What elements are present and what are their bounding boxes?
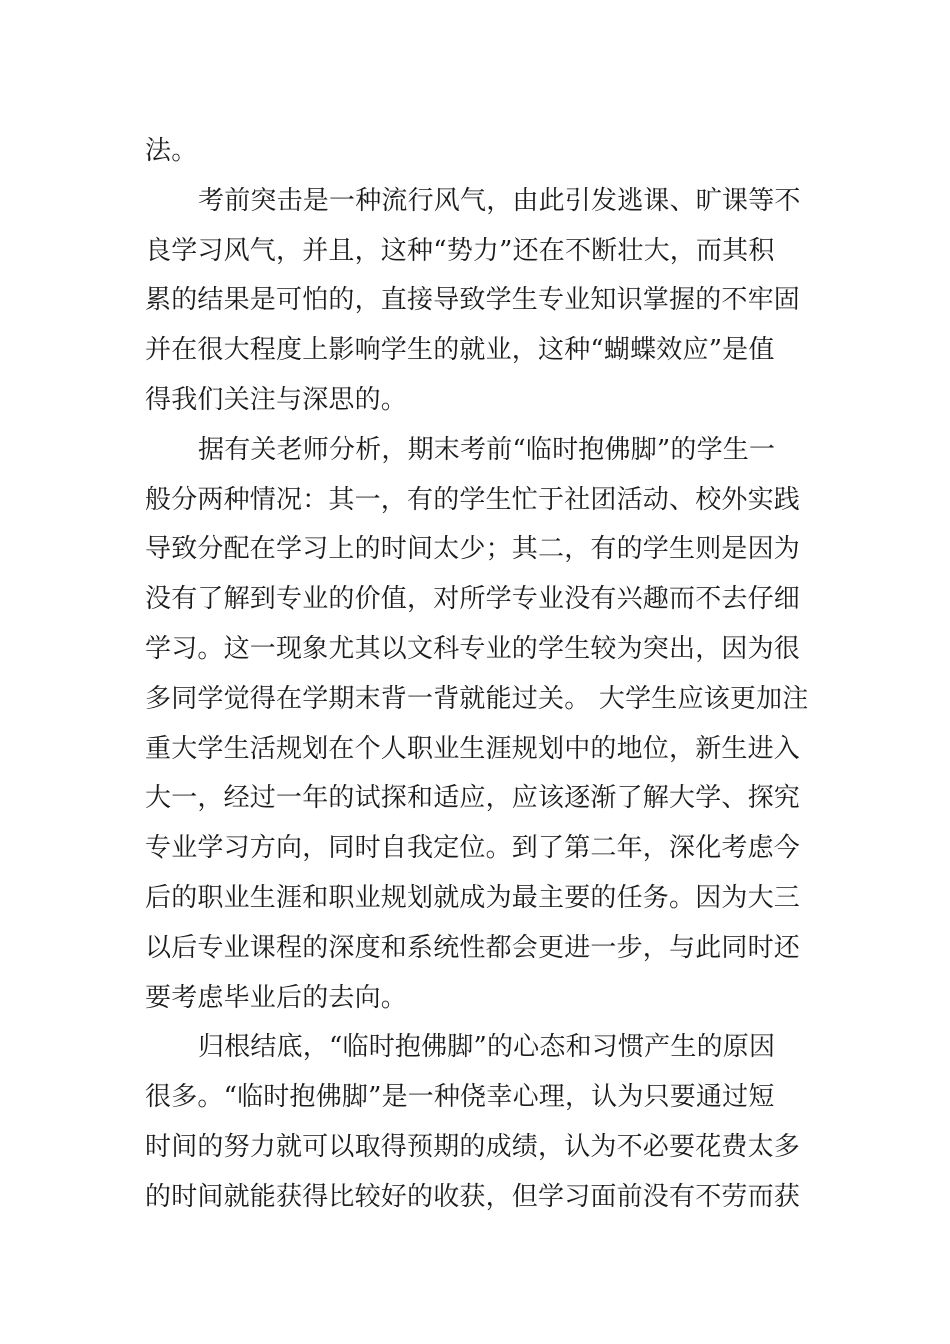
- paragraph-start-line: 考前突击是一种流行风气，由此引发逃课、旷课等不: [198, 185, 801, 216]
- text-line: 以后专业课程的深度和系统性都会更进一步，与此同时还: [145, 932, 801, 963]
- text-line: 累的结果是可怕的，直接导致学生专业知识掌握的不牢固: [145, 285, 801, 316]
- text-line: 很多。“临时抱佛脚”是一种侥幸心理，认为只要通过短: [145, 1082, 775, 1113]
- text-line: 的时间就能获得比较好的收获，但学习面前没有不劳而获: [145, 1181, 801, 1212]
- text-line: 导致分配在学习上的时间太少；其二，有的学生则是因为: [145, 534, 801, 565]
- text-line: 多同学觉得在学期末背一背就能过关。 大学生应该更加注: [145, 683, 809, 714]
- text-line: 并在很大程度上影响学生的就业，这种“蝴蝶效应”是值: [145, 335, 775, 366]
- text-line: 重大学生活规划在个人职业生涯规划中的地位，新生进入: [145, 733, 801, 764]
- text-line: 要考虑毕业后的去向。: [145, 982, 408, 1013]
- text-line: 良学习风气，并且，这种“势力”还在不断壮大，而其积: [145, 235, 775, 266]
- text-line: 后的职业生涯和职业规划就成为最主要的任务。因为大三: [145, 882, 801, 913]
- text-line: 没有了解到专业的价值，对所学专业没有兴趣而不去仔细: [145, 584, 801, 615]
- text-line: 学习。这一现象尤其以文科专业的学生较为突出，因为很: [145, 633, 801, 664]
- paragraph-start-line: 归根结底，“临时抱佛脚”的心态和习惯产生的原因: [198, 1032, 776, 1063]
- paragraph-start-line: 据有关老师分析，期末考前“临时抱佛脚”的学生一: [198, 434, 776, 465]
- text-line: 大一，经过一年的试探和适应，应该逐渐了解大学、探究: [145, 783, 801, 814]
- text-line: 专业学习方向，同时自我定位。到了第二年，深化考虑今: [145, 833, 801, 864]
- text-line: 得我们关注与深思的。: [145, 384, 408, 415]
- text-line: 法。: [145, 136, 198, 166]
- text-line: 时间的努力就可以取得预期的成绩，认为不必要花费太多: [145, 1131, 801, 1162]
- text-line: 般分两种情况：其一，有的学生忙于社团活动、校外实践: [145, 484, 801, 515]
- body-text: [145, 127, 815, 1223]
